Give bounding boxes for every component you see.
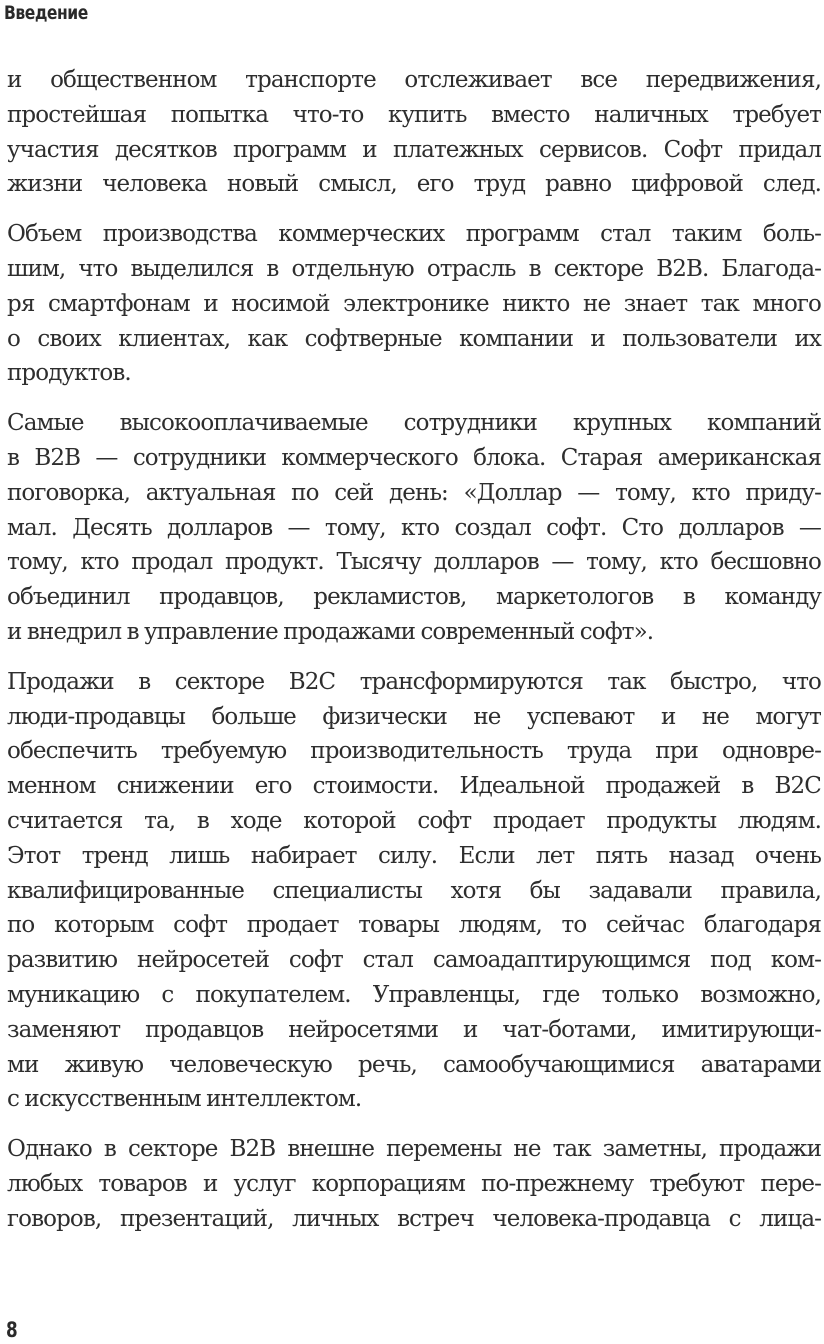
text-line: Однако в секторе B2B внешне перемены не так заметны, продажи xyxy=(7,1136,821,1163)
paragraph xyxy=(7,217,821,391)
text-line: говоров, презентаций, личных встреч человека-продавца с лица- xyxy=(7,1205,821,1232)
text-line: с искусственным интеллектом. xyxy=(7,1086,362,1113)
paragraph xyxy=(7,1132,821,1236)
paragraph xyxy=(7,406,821,650)
text-line: Объем производства коммерческих программ стал таким боль- xyxy=(7,221,821,248)
text-line: любых товаров и услуг корпорациям по-прежнему требуют пере- xyxy=(7,1170,821,1197)
text-line: поговорка, актуальная по сей день: «Доллар — тому, кто приду- xyxy=(7,479,821,506)
body-text xyxy=(7,63,821,1252)
text-line: Самые высокооплачиваемые сотрудники крупных компаний xyxy=(7,410,821,437)
text-line: считается та, в ходе которой софт продает продукты людям. xyxy=(7,807,821,834)
text-line: и внедрил в управление продажами современный софт». xyxy=(7,618,654,645)
text-line: жизни человека новый смысл, его труд равно цифровой след. xyxy=(7,171,821,198)
text-line: заменяют продавцов нейросетями и чат-ботами, имитирующи- xyxy=(7,1016,821,1043)
text-line: обеспечить требуемую производительность труда при одновре- xyxy=(7,738,821,765)
text-line: мал. Десять долларов — тому, кто создал софт. Сто долларов — xyxy=(7,514,821,541)
text-line: и общественном транспорте отслеживает все передвижения, xyxy=(7,67,821,93)
text-line: муникацию с покупателем. Управленцы, где только возможно, xyxy=(7,981,821,1008)
text-line: объединил продавцов, рекламистов, маркетологов в команду xyxy=(7,584,821,611)
text-line: о своих клиентах, как софтверные компании и пользователи их xyxy=(7,325,821,352)
text-line: тому, кто продал продукт. Тысячу долларов — тому, кто бесшовно xyxy=(7,549,821,576)
text-line: шим, что выделился в отдельную отрасль в секторе B2B. Благода- xyxy=(7,255,821,282)
page-number: 8 xyxy=(6,1318,18,1342)
paragraph xyxy=(7,665,821,1117)
text-line: развитию нейросетей софт стал самоадаптирующимся под ком- xyxy=(7,947,821,974)
text-line: квалифицированные специалисты хотя бы задавали правила, xyxy=(7,877,821,904)
text-line: ря смартфонам и носимой электронике никто не знает так много xyxy=(7,290,821,317)
text-line: менном снижении его стоимости. Идеальной продажей в B2C xyxy=(7,773,821,800)
text-line: продуктов. xyxy=(7,360,131,387)
text-line: по которым софт продает товары людям, то сейчас благодаря xyxy=(7,912,821,939)
text-line: простейшая попытка что-то купить вместо наличных требует xyxy=(7,101,821,128)
text-line: люди-продавцы больше физически не успевают и не могут xyxy=(7,703,821,730)
paragraph xyxy=(7,63,821,202)
text-line: Продажи в секторе B2C трансформируются так быстро, что xyxy=(7,668,821,695)
text-line: в B2B — сотрудники коммерческого блока. Старая американская xyxy=(7,444,821,471)
text-line: ми живую человеческую речь, самообучающимися аватарами xyxy=(7,1051,821,1078)
text-line: Этот тренд лишь набирает силу. Если лет пять назад очень xyxy=(7,842,821,869)
text-line: участия десятков программ и платежных сервисов. Софт придал xyxy=(7,136,821,163)
running-header: Введение xyxy=(4,2,88,24)
